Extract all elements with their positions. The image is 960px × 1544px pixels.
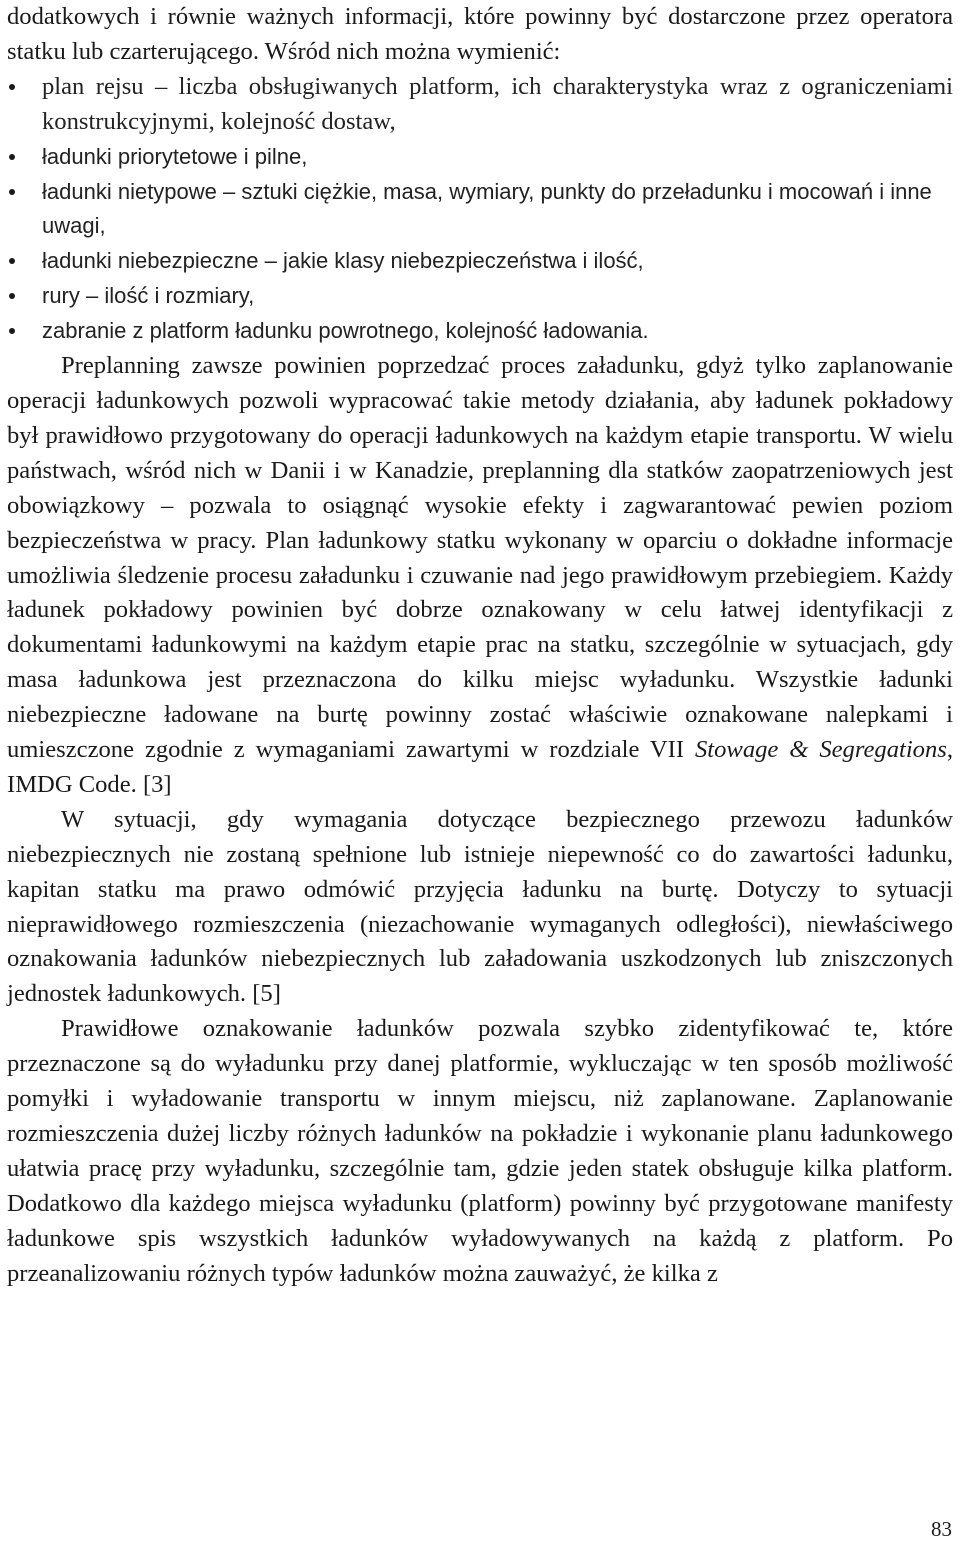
page-number: 83 (931, 1517, 952, 1541)
list-item (7, 279, 953, 314)
bullet-icon (9, 293, 15, 299)
intro-paragraph: dodatkowych i równie ważnych informacji, które powinny być dostarczone przez operatora statku lub czarterującego. Wśród nich można wymienić: (7, 3, 953, 65)
list-item (7, 244, 953, 279)
body-text (7, 0, 953, 1292)
list-item (7, 314, 953, 349)
bullet-icon (9, 84, 15, 90)
bullet-icon (9, 328, 15, 334)
italic-title: Stowage & Segregations (694, 736, 947, 764)
bullet-icon (9, 258, 15, 264)
list-item-text: ładunki priorytetowe i pilne, (42, 143, 308, 169)
bullet-icon (9, 189, 15, 195)
list-item (7, 70, 953, 140)
list-item-text: zabranie z platform ładunku powrotnego, kolejność ładowania. (42, 318, 649, 344)
paragraph-preplanning (7, 349, 953, 803)
requirements-list (7, 70, 953, 349)
paragraph-text-end: , IMDG Code. [3] (7, 736, 953, 798)
paragraph-dangerous-goods: W sytuacji, gdy wymagania dotyczące bezpiecznego przewozu ładunków niebezpiecznych nie zostaną spełnione lub istnieje niepewność co do zawartości ładunku, kapitan statku ma prawo odmówić przyjęcia ładunku na burtę. Dotyczy to sytuacji nieprawidłowego rozmieszczenia (niezachowanie wymaganych odległości), niewłaściwego oznakowania ładunków niebezpiecznych lub załadowania uszkodzonych lub zniszczonych jednostek ładunkowych. [5] (7, 805, 953, 1008)
paragraph-marking: Prawidłowe oznakowanie ładunków pozwala szybko zidentyfikować te, które przeznaczone są do wyładunku przy danej platformie, wykluczając w ten sposób możliwość pomyłki i wyładowanie transportu w innym miejscu, niż zaplanowane. Zaplanowanie rozmieszczenia dużej liczby różnych ładunków na pokładzie i wykonanie planu ładunkowego ułatwia pracę przy wyładunku, szczególnie tam, gdzie jeden statek obsługuje kilka platform. Dodatkowo dla każdego miejsca wyładunku (platform) powinny być przygotowane manifesty ładunkowe spis wszystkich ładunków wyładowywanych na każdą z platform. Po przeanalizowaniu różnych typów ładunków można zauważyć, że kilka z (7, 1015, 953, 1287)
list-item-text: ładunki niebezpieczne – jakie klasy niebezpieczeństwa i ilość, (42, 248, 644, 274)
list-item-text: rury – ilość i rozmiary, (42, 283, 255, 309)
list-item (7, 140, 953, 175)
paragraph-text: Preplanning zawsze powinien poprzedzać proces załadunku, gdyż tylko zaplanowanie operacji ładunkowych pozwoli wypracować takie metody działania, aby ładunek pokładowy był prawidłowo przygotowany do operacji ładunkowych na każdym etapie transportu. W wielu państwach, wśród nich w Danii i w Kanadzie, preplanning dla statków zaopatrzeniowych jest obowiązkowy – pozwala to osiągnąć wysokie efekty i zagwarantować pewien poziom bezpieczeństwa w pracy. Plan ładunkowy statku wykonany w oparciu o dokładne informacje umożliwia śledzenie procesu załadunku i czuwanie nad jego prawidłowym przebiegiem. Każdy ładunek pokładowy powinien być dobrze oznakowany w celu łatwej identyfikacji z dokumentami ładunkowymi na każdym etapie prac na statku, szczególnie w sytuacjach, gdy masa ładunkowa jest przeznaczona do kilku miejsc wyładunku. Wszystkie ładunki niebezpieczne ładowane na burtę powinny zostać właściwie oznakowane nalepkami i umieszczone zgodnie z wymaganiami zawartymi w rozdziale VII (7, 352, 953, 764)
list-item-text: ładunki nietypowe – sztuki ciężkie, masa, wymiary, punkty do przeładunku i mocowań i inne uwagi, (42, 178, 932, 239)
list-item-text: plan rejsu – liczba obsługiwanych platform, ich charakterystyka wraz z ograniczeniami konstrukcyjnymi, kolejność dostaw, (42, 72, 953, 135)
list-item (7, 175, 953, 245)
bullet-icon (9, 154, 15, 160)
